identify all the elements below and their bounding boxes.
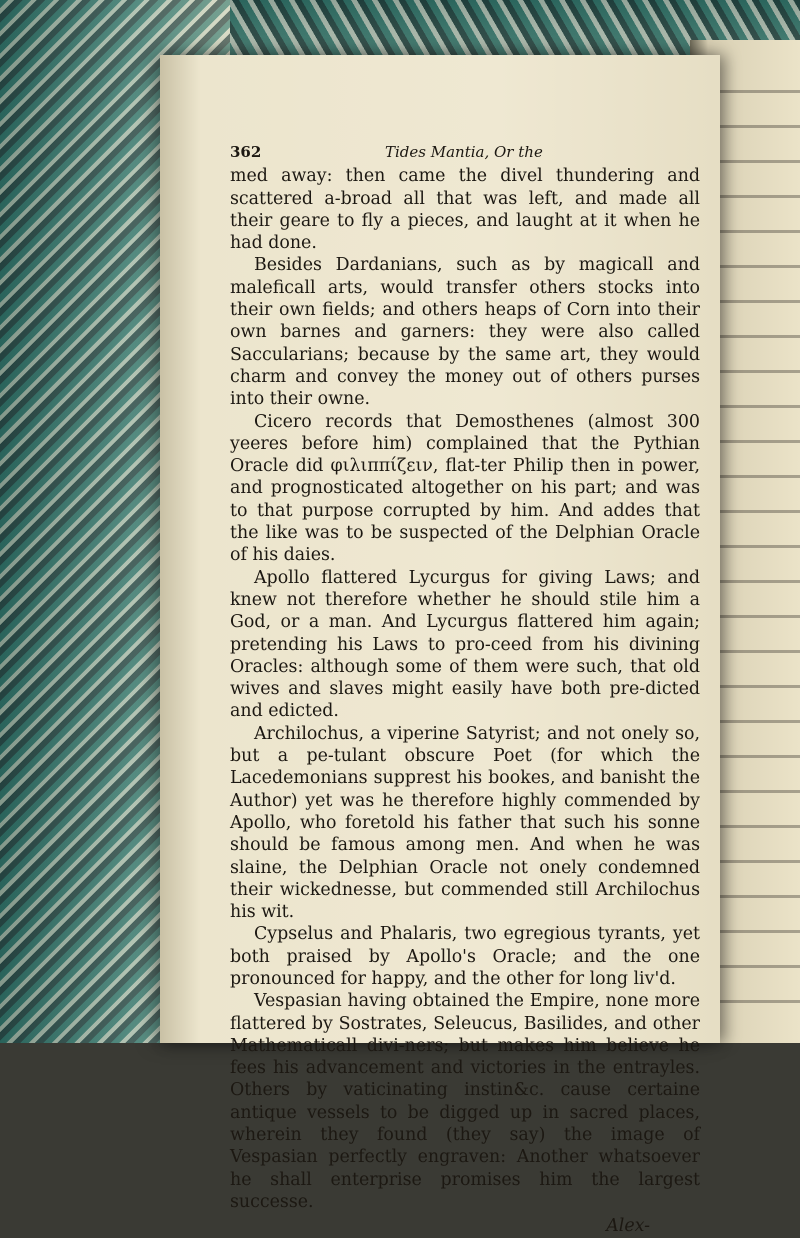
paragraph-1: med away: then came the divel thundering and scattered a-broad all that was left, and made all their geare to fly a pieces, and laught at it when he had done. [230, 166, 700, 254]
book-page [160, 55, 720, 1237]
page-text [230, 141, 700, 1238]
paragraph-7: Vespasian having obtained the Empire, none more flattered by Sostrates, Seleucus, Basilides, and other Mathematicall divi-ners; but makes him believe he fees his advancement and victories in the entrayles. Others by vaticinating instin&c. cause certaine antique vessels to be digged up in sacred places, wherein they found (they say) the image of Vespasian perfectly engraven: Another whatsoever he shall enterprise promises him the largest successe. [230, 991, 700, 1212]
paragraph-2: Besides Dardanians, such as by magicall and maleficall arts, would transfer others stocks into their own fields; and others heaps of Corn into their own barnes and garners: they were also called Saccularians; because by the same art, they would charm and convey the money out of others purses into their owne. [230, 255, 700, 410]
adjacent-page-text-lines [720, 70, 800, 1010]
running-head: Tides Mantia, Or the [385, 143, 543, 161]
paragraph-6: Cypselus and Phalaris, two egregious tyrants, yet both praised by Apollo's Oracle; and the one pronounced for happy, and the other for long liv'd. [230, 924, 700, 989]
paragraph-5: Archilochus, a viperine Satyrist; and not onely so, but a pe-tulant obscure Poet (for which the Lacedemonians supprest his bookes, and banisht the Author) yet was he therefore highly commended by Apollo, who foretold his father that such his sonne should be famous among men. And when he was slaine, the Delphian Oracle not onely condemned their wickednesse, but commended still Archilochus his wit. [230, 723, 700, 923]
page-number: 362 [230, 143, 262, 161]
page-header [230, 141, 700, 163]
paragraph-4: Apollo flattered Lycurgus for giving Laws; and knew not therefore whether he should stile him a God, or a man. And Lycurgus flattered him again; pretending his Laws to pro-ceed from his divining Oracles: although some of them were such, that old wives and slaves might easily have both pre-dicted and edicted. [230, 567, 700, 722]
catchword: Alex- [606, 1216, 650, 1237]
paragraph-3: Cicero records that Demosthenes (almost 300 yeeres before him) complained that the Pythian Oracle did φιλιππίζειν, flat-ter Philip then in power, and prognosticated altogether on his part; and was to that purpose corrupted by him. And addes that the like was to be suspected of the Delphian Oracle of his daies. [230, 411, 700, 566]
